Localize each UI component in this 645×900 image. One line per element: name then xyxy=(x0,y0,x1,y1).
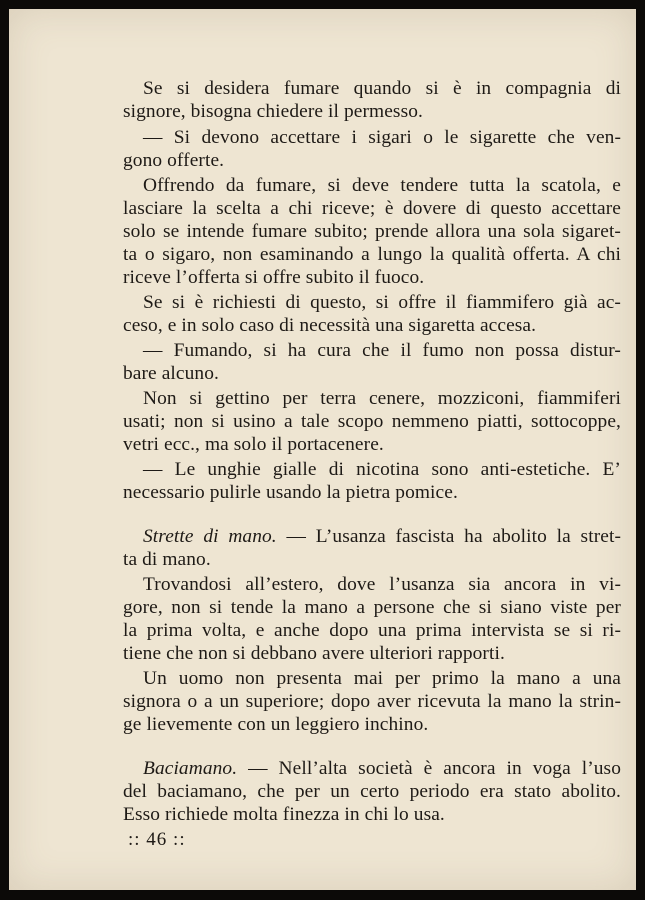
text-line: riceve l’offerta si offre subito il fuoco. xyxy=(123,267,425,288)
text-line: vetri ecc., ma solo il portacenere. xyxy=(123,434,384,455)
text-line: solo se intende fumare subito; prende allora una sola sigaret- xyxy=(123,221,621,242)
text-line: Offrendo da fumare, si deve tendere tutta la scatola, e xyxy=(143,175,621,196)
text-line: ta di mano. xyxy=(123,549,211,570)
section-heading-strette: Strette di mano. xyxy=(143,526,277,547)
text-line: Se si desidera fumare quando si è in compagnia di xyxy=(143,78,621,99)
text-line: ta o sigaro, non esaminando a lungo la qualità offerta. A chi xyxy=(123,244,621,265)
text-line: Esso richiede molta finezza in chi lo usa. xyxy=(123,804,445,825)
text-line: signora o a un superiore; dopo aver ricevuta la mano la strin- xyxy=(123,691,621,712)
text-line: necessario pulirle usando la pietra pomice. xyxy=(123,482,458,503)
text-line: gono offerte. xyxy=(123,150,225,171)
text-line: bare alcuno. xyxy=(123,363,219,384)
page-number: :: 46 :: xyxy=(128,829,186,850)
text-line: ge lievemente con un leggiero inchino. xyxy=(123,714,429,735)
text-line: usati; non si usino a tale scopo nemmeno piatti, sottocoppe, xyxy=(123,411,621,432)
text-line: Trovandosi all’estero, dove l’usanza sia ancora in vi- xyxy=(143,574,621,595)
text-line: — Le unghie gialle di nicotina sono anti-estetiche. E’ xyxy=(143,459,621,480)
text-line: gore, non si tende la mano a persone che si siano viste per xyxy=(123,597,621,618)
book-page xyxy=(9,9,636,890)
text-line: — Fumando, si ha cura che il fumo non possa distur- xyxy=(143,340,621,361)
text-span: — L’usanza fascista ha abolito la stret- xyxy=(286,526,621,547)
section-line-baciamano xyxy=(143,757,621,781)
text-line: Un uomo non presenta mai per primo la mano a una xyxy=(143,668,621,689)
text-line: ceso, e in solo caso di necessità una sigaretta accesa. xyxy=(123,315,537,336)
text-line: Non si gettino per terra cenere, mozziconi, fiammiferi xyxy=(143,388,621,409)
text-line: signore, bisogna chiedere il permesso. xyxy=(123,101,423,122)
section-heading-baciamano: Baciamano. xyxy=(143,758,238,779)
text-line: Se si è richiesti di questo, si offre il fiammifero già ac- xyxy=(143,292,621,313)
text-span: — Nell’alta società è ancora in voga l’uso xyxy=(248,758,621,779)
text-line: tiene che non si debbano avere ulteriori rapporti. xyxy=(123,643,505,664)
text-line: la prima volta, e anche dopo una prima intervista se si ri- xyxy=(123,620,621,641)
text-line: — Si devono accettare i sigari o le sigarette che ven- xyxy=(143,127,621,148)
section-line-strette xyxy=(143,525,621,549)
text-line: lasciare la scelta a chi riceve; è dovere di questo accettare xyxy=(123,198,621,219)
text-line: del baciamano, che per un certo periodo era stato abolito. xyxy=(123,781,621,802)
